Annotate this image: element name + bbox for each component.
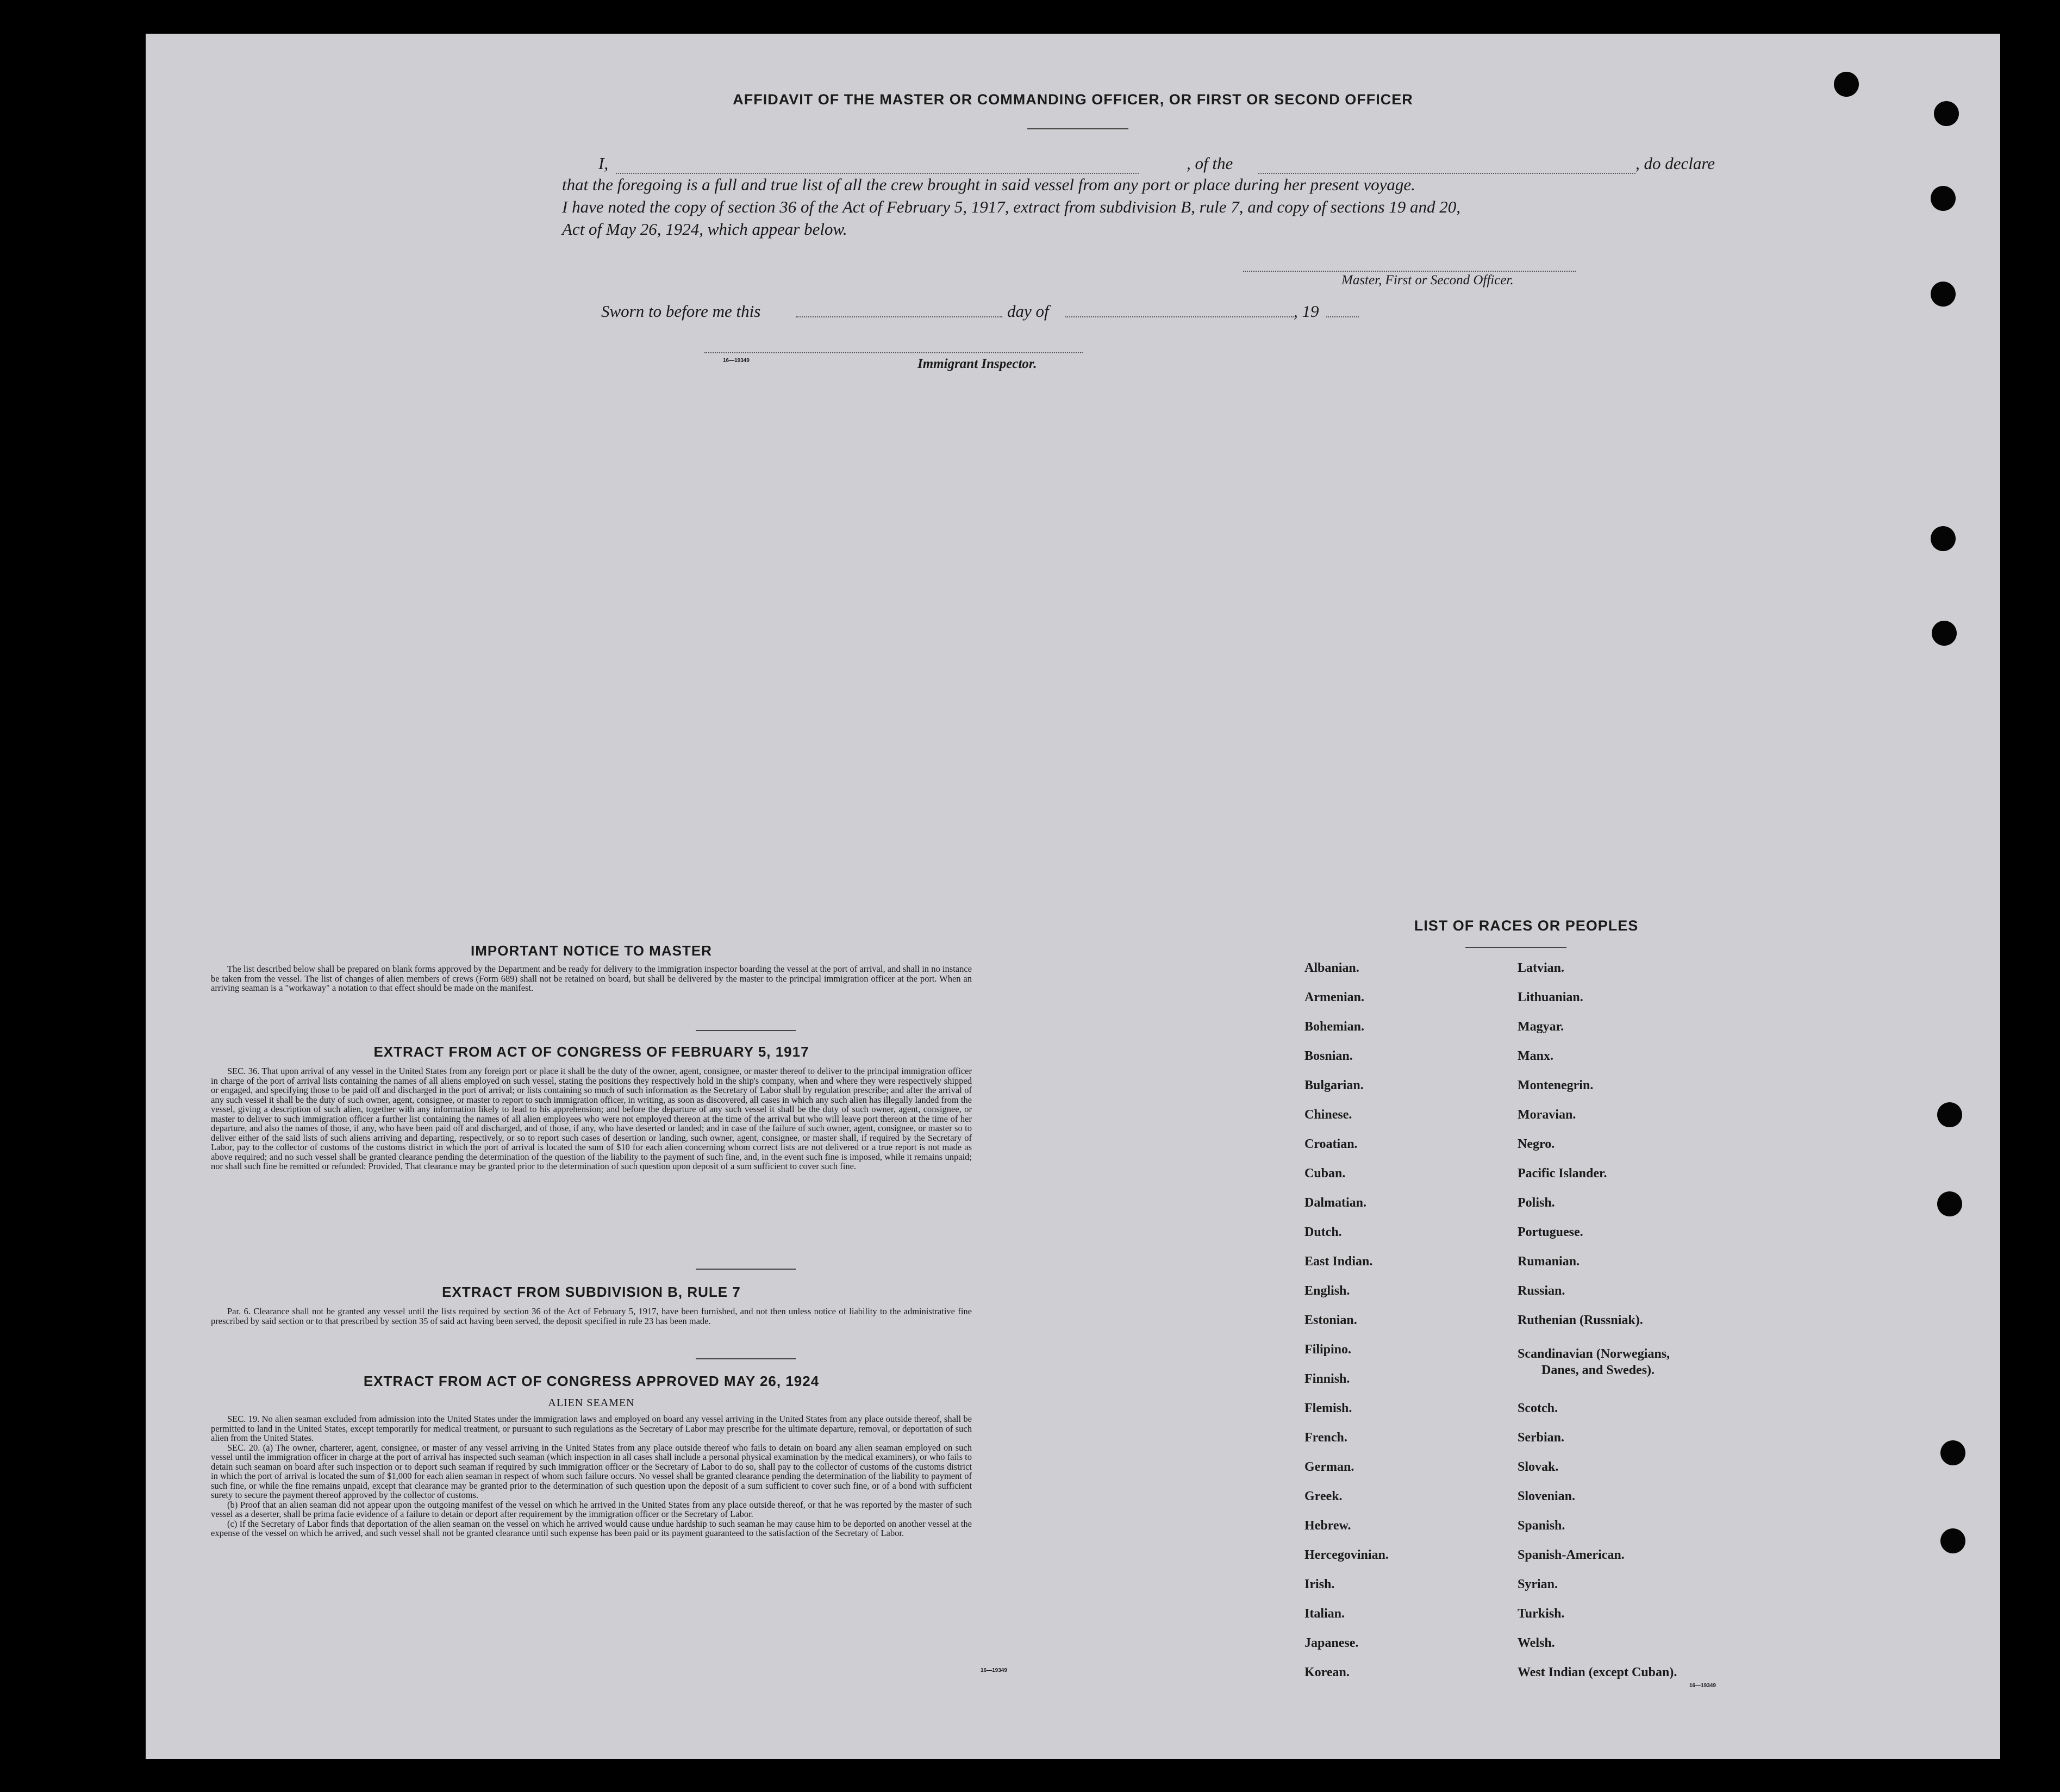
- race-item: Polish.: [1518, 1196, 1555, 1210]
- race-item: English.: [1304, 1284, 1350, 1298]
- races-form-number: 16—19349: [1689, 1683, 1716, 1689]
- race-item: Filipino.: [1304, 1343, 1352, 1357]
- race-item: Scandinavian (Norwegians,: [1518, 1347, 1670, 1361]
- race-item: Slovak.: [1518, 1460, 1559, 1474]
- punch-hole: [1931, 526, 1956, 551]
- race-item: Japanese.: [1304, 1636, 1359, 1650]
- race-item: Pacific Islander.: [1518, 1166, 1607, 1181]
- sworn-month-blank[interactable]: [1065, 316, 1294, 317]
- year-label: , 19: [1294, 302, 1319, 321]
- affidavit-line-1: that the foregoing is a full and true list of all the crew brought in said vessel from any port or place during her present voyage.: [562, 175, 1415, 194]
- race-item: Italian.: [1304, 1607, 1345, 1621]
- sec-19-text: SEC. 19. No alien seaman excluded from admission into the United States under the immigration laws and employed on board any vessel arriving in the United States from any place outside thereof, shall be permitted to land in the United States, except temporarily for medical treatment, or pursuant to such regulations as the Secretary of Labor may prescribe for the ultimate departure, removal, or deportation of such alien from the United States.: [211, 1414, 972, 1443]
- race-item: Russian.: [1518, 1284, 1565, 1298]
- race-item: Lithuanian.: [1518, 990, 1583, 1004]
- sworn-year-blank[interactable]: [1326, 316, 1359, 317]
- race-item: Turkish.: [1518, 1607, 1565, 1621]
- notice-body: The list described below shall be prepared on blank forms approved by the Department and be ready for delivery to the immigration inspector boarding the vessel at the port of arrival, and shall in no instance be taken from the vessel. The list of changes of alien members of crews (Form 689) shall not be retained on board, but shall be delivered by the master to the principal immigration officer at the port. When an arriving seaman is a "workaway" a notation to that effect should be made on the manifest.: [211, 964, 972, 993]
- race-item: Finnish.: [1304, 1372, 1350, 1386]
- races-title: LIST OF RACES OR PEOPLES: [1414, 917, 1639, 934]
- sworn-day-blank[interactable]: [796, 316, 1002, 317]
- race-item: Albanian.: [1304, 961, 1359, 975]
- subdivision-b-divider: [696, 1358, 796, 1359]
- affidavit-i-label: I,: [598, 154, 609, 173]
- punch-hole: [1940, 1440, 1965, 1465]
- subdivision-b-title: EXTRACT FROM SUBDIVISION B, RULE 7: [442, 1284, 741, 1300]
- title-underline: [1027, 128, 1128, 129]
- race-item: Greek.: [1304, 1489, 1343, 1503]
- race-item: Croatian.: [1304, 1137, 1358, 1151]
- race-item: West Indian (except Cuban).: [1518, 1665, 1677, 1679]
- race-item: Spanish-American.: [1518, 1548, 1625, 1562]
- race-item: Portuguese.: [1518, 1225, 1583, 1239]
- race-item: Hercegovinian.: [1304, 1548, 1389, 1562]
- race-item: Syrian.: [1518, 1577, 1558, 1591]
- extract-1924-body: [211, 1414, 972, 1538]
- race-item: East Indian.: [1304, 1254, 1373, 1269]
- race-item: Serbian.: [1518, 1431, 1565, 1445]
- race-item: Magyar.: [1518, 1020, 1564, 1034]
- inspector-label: Immigrant Inspector.: [917, 357, 1037, 371]
- race-item: Manx.: [1518, 1049, 1553, 1063]
- race-item: Hebrew.: [1304, 1519, 1351, 1533]
- punch-hole: [1940, 1528, 1965, 1553]
- race-item: Welsh.: [1518, 1636, 1555, 1650]
- punch-hole: [1937, 1191, 1962, 1216]
- extract-1924-title: EXTRACT FROM ACT OF CONGRESS APPROVED MAY 26, 1924: [363, 1373, 820, 1389]
- race-item: Bosnian.: [1304, 1049, 1353, 1063]
- race-item: Bohemian.: [1304, 1020, 1365, 1034]
- do-declare-label: , do declare: [1635, 154, 1715, 173]
- race-item: Chinese.: [1304, 1108, 1352, 1122]
- sec-20c-text: (c) If the Secretary of Labor finds that deportation of the alien seaman on the vessel on which he arrived would cause undue hardship to such seaman he may cause him to be deported on another vessel at the expense of the vessel on which he arrived, and such vessel shall not be granted clearance until such expense has been paid or its payment guaranteed to the satisfaction of the Secretary of Labor.: [211, 1518, 972, 1538]
- race-item: Latvian.: [1518, 961, 1565, 975]
- race-item: Scotch.: [1518, 1401, 1558, 1415]
- punch-hole: [1932, 621, 1957, 646]
- affidavit-title: AFFIDAVIT OF THE MASTER OR COMMANDING OFFICER, OR FIRST OR SECOND OFFICER: [733, 91, 1413, 108]
- notice-divider: [696, 1030, 796, 1031]
- race-item: Cuban.: [1304, 1166, 1346, 1181]
- sec-20a-text: SEC. 20. (a) The owner, charterer, agent, consignee, or master of any vessel arriving in the United States from any place outside thereof who fails to detain on board any alien seaman employed on such vessel until the immigration officer in charge at the port of arrival has inspected such seaman (which inspection in all cases shall include a personal physical examination by the medical examiners), or who fails to detain such seaman on board after such inspection or to deport such seaman if required by such immigration officer or the Secretary of Labor to do so, shall pay to the collector of customs of the customs district in which the port of arrival is located the sum of $1,000 for each alien seaman in respect of whom such failure occurs. No vessel shall be granted clearance pending the determination of the liability to payment of such fine, or while the fine remains unpaid, except that clearance may be granted prior to the determination of such question upon the deposit of a sum sufficient to cover such fine, or of a bond with sufficient surety to secure the payment thereof approved by the collector of customs.: [211, 1442, 972, 1500]
- document-page: [146, 34, 2000, 1759]
- race-item: Rumanian.: [1518, 1254, 1580, 1269]
- race-item: Ruthenian (Russniak).: [1518, 1313, 1643, 1327]
- extract-1917-title: EXTRACT FROM ACT OF CONGRESS OF FEBRUARY 5, 1917: [373, 1044, 809, 1060]
- affidavit-form-number: 16—19349: [723, 358, 750, 364]
- notice-title: IMPORTANT NOTICE TO MASTER: [471, 942, 712, 959]
- race-item: Negro.: [1518, 1137, 1555, 1151]
- race-item: Bulgarian.: [1304, 1078, 1364, 1092]
- punch-hole: [1931, 186, 1956, 211]
- race-item: German.: [1304, 1460, 1354, 1474]
- race-item: Armenian.: [1304, 990, 1364, 1004]
- race-item: Montenegrin.: [1518, 1078, 1594, 1092]
- race-item: Estonian.: [1304, 1313, 1357, 1327]
- subdivision-b-body: Par. 6. Clearance shall not be granted any vessel until the lists required by section 36 of the Act of February 5, 1917, have been furnished, and not then unless notice of liability to the administrative fine prescribed by said section or to that prescribed by section 35 of said act having been served, the deposit specified in rule 23 has been made.: [211, 1306, 972, 1326]
- race-item: Flemish.: [1304, 1401, 1352, 1415]
- extract-1917-body: SEC. 36. That upon arrival of any vessel in the United States from any foreign port or place it shall be the duty of the owner, agent, consignee, or master thereof to deliver to the principal immigration officer in charge of the port of arrival lists containing the names of all aliens employed on such vessel, stating the positions they respectively hold in the ship's company, when and where they were respectively shipped or engaged, and specifying those to be paid off and discharged in the port of arrival; or lists containing so much of such information as the Secretary of Labor shall by regulation prescribe; and after the arrival of any such vessel it shall be the duty of such owner, agent, consignee, or master to report to such immigration officer, in writing, as soon as discovered, all cases in which any such alien has illegally landed from the vessel, giving a description of such alien, together with any information likely to lead to his apprehension; and before the departure of any such vessel it shall be the duty of such owner, agent, consignee, or master to deliver to such immigration officer a further list containing the names of all alien employees who were not employed thereon at the time of the arrival but who will leave port thereon at the time of her departure, and also the names of those, if any, who have been paid off and discharged, and of those, if any, who have deserted or landed; and in case of the failure of such owner, agent, consignee, or master so to deliver either of the said lists of such aliens arriving and departing, respectively, or so to report such cases of desertion or landing, such owner, agent, consignee, or master shall, if required by the Secretary of Labor, pay to the collector of customs of the customs district in which the port of arrival is located the sum of $10 for each alien concerning whom correct lists are not delivered or a true report is not made as above required; and no such vessel shall be granted clearance pending the determination of the question of the liability to the payment of such fine, and, in the event such fine is imposed, while it remains unpaid; nor shall such fine be remitted or refunded: Provided, That clearance may be granted prior to the determination of such question upon deposit of a sum sufficient to cover such fine.: [211, 1066, 972, 1171]
- race-item: French.: [1304, 1431, 1347, 1445]
- race-item: Dalmatian.: [1304, 1196, 1366, 1210]
- race-item: Korean.: [1304, 1665, 1350, 1679]
- sec-20b-text: (b) Proof that an alien seaman did not appear upon the outgoing manifest of the vessel on which he arrived in the United States from any place outside thereof, or that he was reported by the master of such vessel as a deserter, shall be prima facie evidence of a failure to detain or deport after requirement by the immigration officer or the Secretary of Labor.: [211, 1499, 972, 1519]
- race-item: Dutch.: [1304, 1225, 1342, 1239]
- signature-blank[interactable]: [1243, 271, 1576, 272]
- alien-seamen-subtitle: ALIEN SEAMEN: [548, 1397, 635, 1409]
- punch-hole: [1834, 72, 1859, 97]
- day-of-label: day of: [1007, 302, 1049, 321]
- signature-label: Master, First or Second Officer.: [1341, 273, 1514, 288]
- punch-hole: [1937, 1102, 1962, 1127]
- sworn-label: Sworn to before me this: [601, 302, 761, 321]
- inspector-signature-blank[interactable]: [704, 352, 1083, 353]
- affidavit-line-3: Act of May 26, 1924, which appear below.: [562, 220, 847, 239]
- race-item: Slovenian.: [1518, 1489, 1576, 1503]
- affidavit-line-2: I have noted the copy of section 36 of the Act of February 5, 1917, extract from subdivision B, rule 7, and copy of sections 19 and 20,: [562, 197, 1461, 216]
- race-item: Irish.: [1304, 1577, 1335, 1591]
- race-item: Spanish.: [1518, 1519, 1565, 1533]
- of-the-label: , of the: [1187, 154, 1233, 173]
- race-item-continuation: Danes, and Swedes).: [1541, 1363, 1655, 1377]
- race-item: Moravian.: [1518, 1108, 1576, 1122]
- races-underline: [1465, 947, 1566, 948]
- extract-form-number: 16—19349: [981, 1668, 1007, 1674]
- punch-hole: [1931, 282, 1956, 307]
- punch-hole: [1934, 101, 1959, 126]
- extract-1917-divider: [696, 1269, 796, 1270]
